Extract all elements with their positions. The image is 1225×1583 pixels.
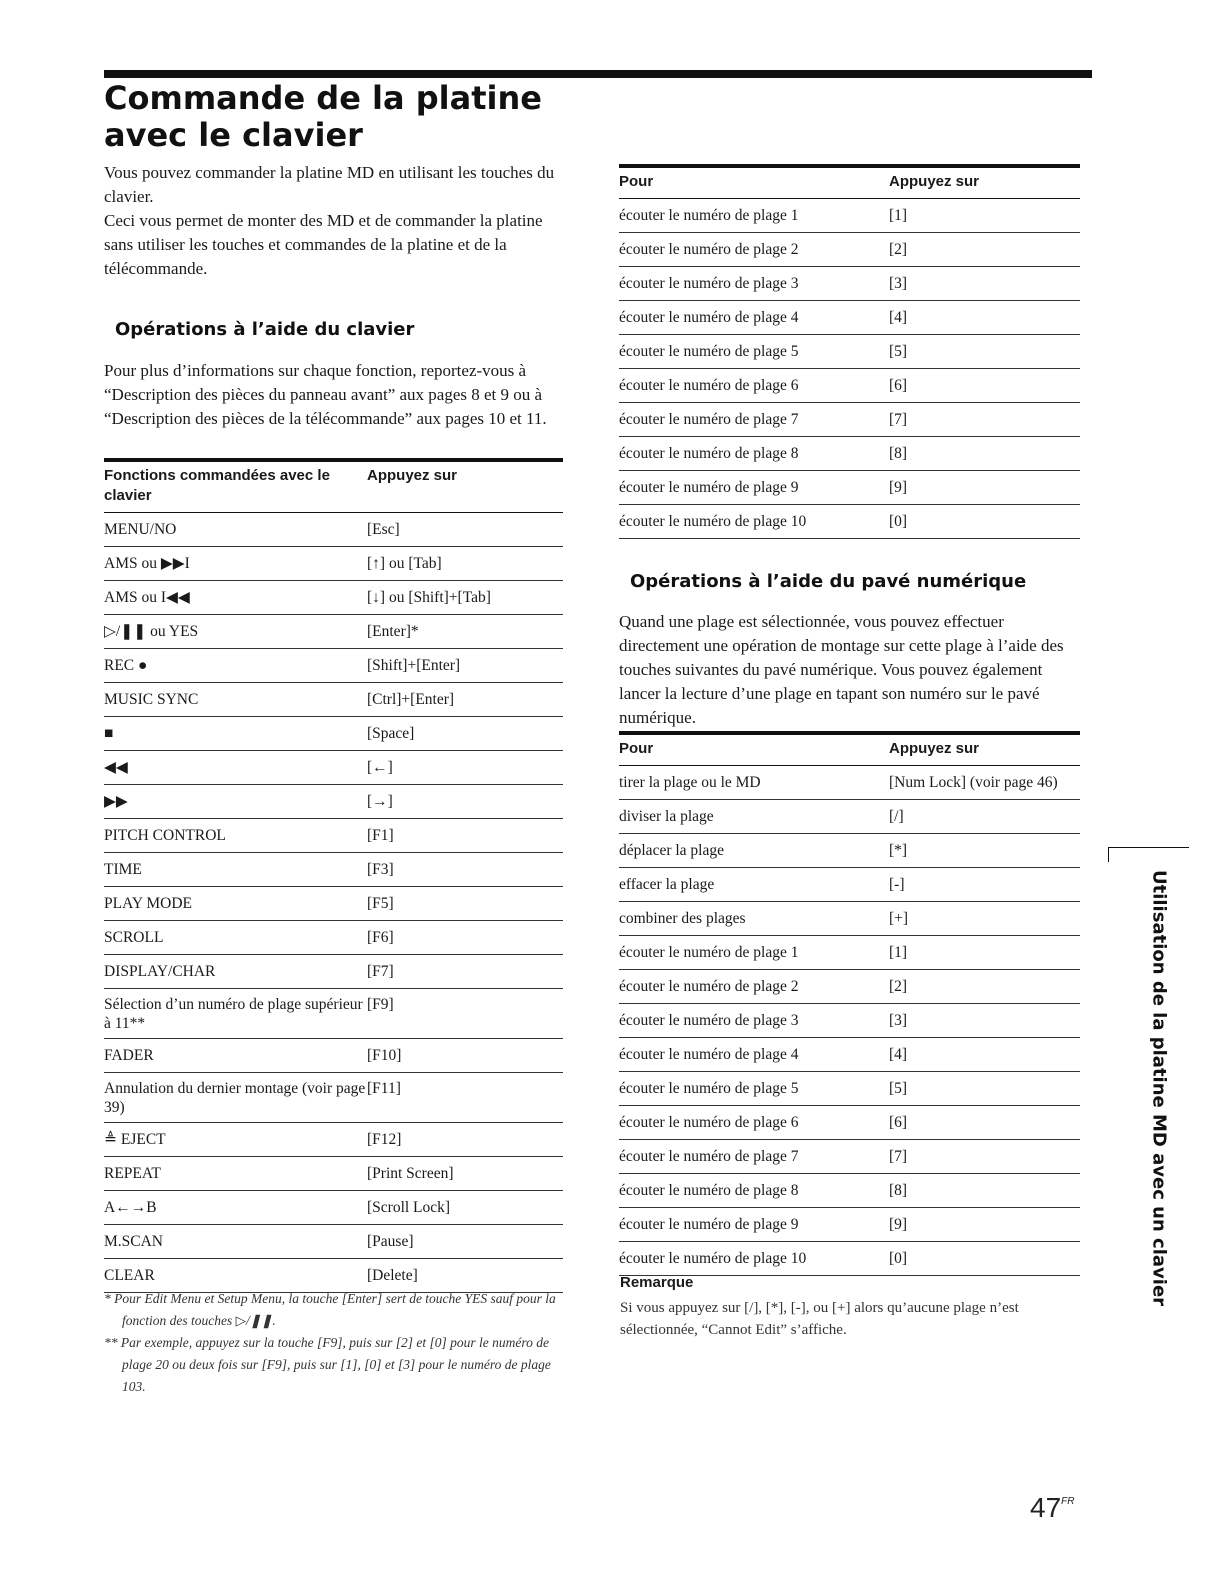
key-cell: [Pause] <box>367 1225 563 1259</box>
table-row <box>619 471 1080 505</box>
function-cell: SCROLL <box>104 921 367 955</box>
key-cell: [0] <box>889 1242 1080 1276</box>
function-cell: écouter le numéro de plage 2 <box>619 233 889 267</box>
table-row <box>619 301 1080 335</box>
function-cell: effacer la plage <box>619 868 889 902</box>
function-cell: Sélection d’un numéro de plage supérieur à 11** <box>104 989 367 1039</box>
function-cell: écouter le numéro de plage 5 <box>619 335 889 369</box>
page-number-value: 47 <box>1030 1492 1062 1523</box>
intro-paragraph: Vous pouvez commander la platine MD en utilisant les touches du clavier. <box>104 163 555 206</box>
key-cell: [Space] <box>367 717 563 751</box>
table-row <box>619 1106 1080 1140</box>
table-row <box>104 1191 563 1225</box>
function-cell: tirer la plage ou le MD <box>619 766 889 800</box>
column-header: Pour <box>619 733 889 766</box>
function-cell: écouter le numéro de plage 9 <box>619 471 889 505</box>
key-cell: [↓] ou [Shift]+[Tab] <box>367 581 563 615</box>
function-cell: déplacer la plage <box>619 834 889 868</box>
table-row <box>104 717 563 751</box>
function-cell: écouter le numéro de plage 6 <box>619 369 889 403</box>
table-row <box>619 868 1080 902</box>
table-row <box>619 369 1080 403</box>
footnote: * Pour Edit Menu et Setup Menu, la touche [Enter] sert de touche YES sauf pour la fonction des touches ▷/❚❚. <box>104 1291 556 1328</box>
function-cell: PITCH CONTROL <box>104 819 367 853</box>
function-cell: écouter le numéro de plage 3 <box>619 1004 889 1038</box>
table-row <box>619 1072 1080 1106</box>
key-cell: [←] <box>367 751 563 785</box>
key-cell: [F11] <box>367 1073 563 1123</box>
table-header-row <box>619 733 1080 766</box>
table-row <box>619 902 1080 936</box>
function-cell: AMS ou I◀◀ <box>104 581 367 615</box>
key-cell: [2] <box>889 970 1080 1004</box>
function-cell: Annulation du dernier montage (voir page 39) <box>104 1073 367 1123</box>
top-rule <box>104 70 1092 78</box>
table-row <box>104 547 563 581</box>
key-cell: [4] <box>889 1038 1080 1072</box>
function-cell: ■ <box>104 717 367 751</box>
key-cell: [3] <box>889 267 1080 301</box>
table-row <box>619 936 1080 970</box>
key-cell: [9] <box>889 1208 1080 1242</box>
table-row <box>619 199 1080 233</box>
key-cell: [F10] <box>367 1039 563 1073</box>
key-cell: [Scroll Lock] <box>367 1191 563 1225</box>
key-cell: [F9] <box>367 989 563 1039</box>
table-row <box>619 1140 1080 1174</box>
table-row <box>619 766 1080 800</box>
numpad-table <box>619 731 1080 1276</box>
key-cell: [F3] <box>367 853 563 887</box>
table-row <box>104 1123 563 1157</box>
function-cell: M.SCAN <box>104 1225 367 1259</box>
function-cell: diviser la plage <box>619 800 889 834</box>
table-row <box>619 800 1080 834</box>
function-cell: CLEAR <box>104 1259 367 1293</box>
function-cell: TIME <box>104 853 367 887</box>
key-cell: [Enter]* <box>367 615 563 649</box>
function-cell: écouter le numéro de plage 1 <box>619 199 889 233</box>
function-cell: MUSIC SYNC <box>104 683 367 717</box>
key-cell: [F12] <box>367 1123 563 1157</box>
key-cell: [8] <box>889 1174 1080 1208</box>
key-cell: [Num Lock] (voir page 46) <box>889 766 1080 800</box>
column-header: Appuyez sur <box>889 166 1080 199</box>
side-tab-marker <box>1108 847 1189 862</box>
function-cell: écouter le numéro de plage 4 <box>619 301 889 335</box>
function-cell: ▷/❚❚ ou YES <box>104 615 367 649</box>
table-header-row <box>104 460 563 513</box>
table-row <box>104 615 563 649</box>
key-cell: [5] <box>889 335 1080 369</box>
key-cell: [7] <box>889 1140 1080 1174</box>
key-cell: [↑] ou [Tab] <box>367 547 563 581</box>
table-row <box>619 1004 1080 1038</box>
key-cell: [6] <box>889 1106 1080 1140</box>
key-cell: [3] <box>889 1004 1080 1038</box>
key-cell: [*] <box>889 834 1080 868</box>
function-cell: écouter le numéro de plage 7 <box>619 1140 889 1174</box>
table-row <box>104 1225 563 1259</box>
table-row <box>104 887 563 921</box>
column-header: Appuyez sur <box>889 733 1080 766</box>
key-cell: [0] <box>889 505 1080 539</box>
table-row <box>104 751 563 785</box>
function-cell: écouter le numéro de plage 7 <box>619 403 889 437</box>
table-row <box>104 683 563 717</box>
function-cell: écouter le numéro de plage 10 <box>619 505 889 539</box>
intro-paragraph: Ceci vous permet de monter des MD et de commander la platine sans utiliser les touches et commandes de la platine et de la télécommande. <box>104 211 543 278</box>
function-cell: A←→B <box>104 1191 367 1225</box>
key-cell: [/] <box>889 800 1080 834</box>
page-title: Commande de la platine avec le clavier <box>104 79 542 154</box>
table-row <box>619 970 1080 1004</box>
section-text-numpad: Quand une plage est sélectionnée, vous pouvez effectuer directement une opération de montage sur cette plage à l’aide des touches suivantes du pavé numérique. Vous pouvez également lancer la lecture d’une plage en tapant son numéro sur le pavé numérique. <box>619 612 1064 727</box>
function-cell: écouter le numéro de plage 3 <box>619 267 889 301</box>
function-cell: PLAY MODE <box>104 887 367 921</box>
function-cell: combiner des plages <box>619 902 889 936</box>
side-tab-label: Utilisation de la platine MD avec un clavier <box>1148 870 1170 1307</box>
key-cell: [1] <box>889 936 1080 970</box>
key-cell: [1] <box>889 199 1080 233</box>
key-cell: [F7] <box>367 955 563 989</box>
key-cell: [Delete] <box>367 1259 563 1293</box>
page-number <box>1030 1492 1075 1524</box>
table-row <box>619 1038 1080 1072</box>
section-heading-numpad: Opérations à l’aide du pavé numérique <box>630 571 1027 592</box>
table-row <box>104 1157 563 1191</box>
table-row <box>619 233 1080 267</box>
table-row <box>104 785 563 819</box>
table-row <box>104 581 563 615</box>
key-cell: [F1] <box>367 819 563 853</box>
function-cell: DISPLAY/CHAR <box>104 955 367 989</box>
key-cell: [4] <box>889 301 1080 335</box>
page-number-suffix: FR <box>1061 1496 1075 1507</box>
table-row <box>104 853 563 887</box>
key-cell: [7] <box>889 403 1080 437</box>
table-row <box>619 267 1080 301</box>
key-cell: [Ctrl]+[Enter] <box>367 683 563 717</box>
function-cell: ◀◀ <box>104 751 367 785</box>
remark-text: Si vous appuyez sur [/], [*], [-], ou [+] alors qu’aucune plage n’est sélectionnée, “Cannot Edit” s’affiche. <box>620 1300 1019 1338</box>
function-cell: FADER <box>104 1039 367 1073</box>
intro-text <box>104 161 574 281</box>
remark-heading: Remarque <box>620 1274 694 1291</box>
function-cell: ≜ EJECT <box>104 1123 367 1157</box>
table-row <box>619 1174 1080 1208</box>
footnotes <box>104 1288 574 1398</box>
key-cell: [→] <box>367 785 563 819</box>
key-cell: [-] <box>889 868 1080 902</box>
table-header-row <box>619 166 1080 199</box>
table-row <box>619 834 1080 868</box>
table-row <box>619 335 1080 369</box>
key-cell: [9] <box>889 471 1080 505</box>
key-cell: [2] <box>889 233 1080 267</box>
table-row <box>104 513 563 547</box>
table-row <box>104 955 563 989</box>
table-row <box>104 819 563 853</box>
track-table <box>619 164 1080 539</box>
table-row <box>104 989 563 1039</box>
function-cell: AMS ou ▶▶I <box>104 547 367 581</box>
key-cell: [Print Screen] <box>367 1157 563 1191</box>
table-row <box>104 1073 563 1123</box>
table-row <box>619 505 1080 539</box>
key-cell: [Shift]+[Enter] <box>367 649 563 683</box>
section-text-keyboard: Pour plus d’informations sur chaque fonction, reportez-vous à “Description des pièces du panneau avant” aux pages 8 et 9 ou à “Description des pièces de la télécommande” aux pages 10 et 11. <box>104 361 547 428</box>
table-row <box>104 649 563 683</box>
key-cell: [F6] <box>367 921 563 955</box>
table-row <box>619 1208 1080 1242</box>
table-row <box>619 403 1080 437</box>
function-cell: écouter le numéro de plage 2 <box>619 970 889 1004</box>
key-cell: [Esc] <box>367 513 563 547</box>
column-header: Fonctions commandées avec le clavier <box>104 460 367 513</box>
function-cell: MENU/NO <box>104 513 367 547</box>
function-cell: écouter le numéro de plage 10 <box>619 1242 889 1276</box>
function-cell: REPEAT <box>104 1157 367 1191</box>
function-cell: REC ● <box>104 649 367 683</box>
key-cell: [+] <box>889 902 1080 936</box>
key-cell: [5] <box>889 1072 1080 1106</box>
key-cell: [8] <box>889 437 1080 471</box>
section-heading-keyboard: Opérations à l’aide du clavier <box>115 319 415 340</box>
function-cell: écouter le numéro de plage 1 <box>619 936 889 970</box>
table-row <box>104 921 563 955</box>
function-cell: ▶▶ <box>104 785 367 819</box>
table-row <box>104 1039 563 1073</box>
function-cell: écouter le numéro de plage 6 <box>619 1106 889 1140</box>
key-cell: [6] <box>889 369 1080 403</box>
function-cell: écouter le numéro de plage 9 <box>619 1208 889 1242</box>
function-cell: écouter le numéro de plage 4 <box>619 1038 889 1072</box>
key-cell: [F5] <box>367 887 563 921</box>
footnote: ** Par exemple, appuyez sur la touche [F9], puis sur [2] et [0] pour le numéro de plage 20 ou deux fois sur [F9], puis sur [1], [0] et [3] pour le numéro de plage 103. <box>104 1335 551 1394</box>
column-header: Pour <box>619 166 889 199</box>
keyboard-table <box>104 458 563 1293</box>
function-cell: écouter le numéro de plage 8 <box>619 1174 889 1208</box>
column-header: Appuyez sur <box>367 460 563 513</box>
function-cell: écouter le numéro de plage 8 <box>619 437 889 471</box>
table-row <box>619 437 1080 471</box>
function-cell: écouter le numéro de plage 5 <box>619 1072 889 1106</box>
table-row <box>619 1242 1080 1276</box>
